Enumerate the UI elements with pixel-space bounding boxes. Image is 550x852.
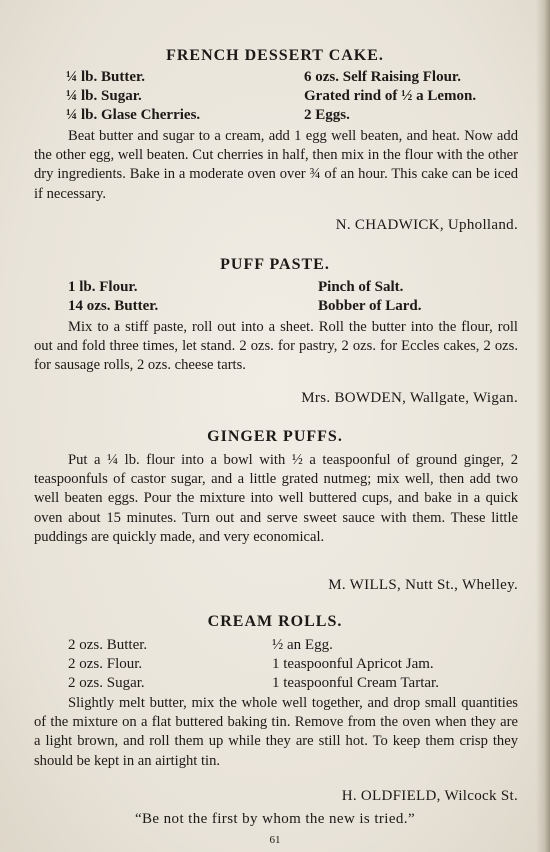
ingredient: ½ an Egg. [272,637,333,653]
signature-french-dessert-cake: N. CHADWICK, Upholland. [335,217,518,233]
ingredients-left-column [68,636,147,693]
signature-ginger-puffs: M. WILLS, Nutt St., Whelley. [328,577,518,593]
recipe-title-french-dessert-cake: FRENCH DESSERT CAKE. [166,47,384,64]
ingredients-right-column [318,278,421,316]
ingredient: Bobber of Lard. [318,298,422,314]
ingredients-right-column [272,636,439,693]
method-text: Mix to a stiff paste, roll out into a sheet. Roll the butter into the flour, roll out and fold three times, let stand. 2 ozs. for pastry, 2 ozs. for Eccles cakes, 2 ozs. for sausage rolls, 2 ozs. cheese tarts. [34,319,518,374]
recipe-title-cream-rolls: CREAM ROLLS. [207,613,343,630]
ingredients-left-column [68,278,158,316]
method-ginger-puffs [34,451,518,547]
page-edge-shadow [536,0,550,852]
ingredient: Pinch of Salt. [318,279,404,295]
ingredient: 1 teaspoonful Cream Tartar. [272,675,439,691]
ingredients-right-column [304,68,476,125]
ingredient: 2 ozs. Flour. [68,656,143,672]
ingredient: Grated rind of ½ a Lemon. [304,88,477,104]
ingredient: 14 ozs. Butter. [68,298,159,314]
method-text: Put a ¼ lb. flour into a bowl with ½ a teaspoonful of ground ginger, 2 teaspoonfuls of castor sugar, and a little grated nutmeg; mix well, then add two well beaten eggs. Pour the mixture into well buttered cups, and bake in a quick oven about 15 minutes. Turn out and serve sweet sauce with them. These little puddings are quickly made, and very economical. [34,452,518,545]
ingredient: 2 ozs. Sugar. [68,675,145,691]
method-text: Beat butter and sugar to a cream, add 1 egg well beaten, and heat. Now add the other egg, well beaten. Cut cherries in half, then mix in the flour with the other dry ingredients. Bake in a moderate oven over ¾ of an hour. This cake can be iced if necessary. [34,128,518,202]
method-puff-paste [34,318,518,376]
ingredient: 2 Eggs. [304,107,350,123]
method-cream-rolls [34,694,518,771]
motto-quote: “Be not the first by whom the new is tried.” [134,811,416,827]
ingredient: 2 ozs. Butter. [68,637,148,653]
ingredients-left-column [66,68,200,125]
ingredient: 1 teaspoonful Apricot Jam. [272,656,434,672]
signature-cream-rolls: H. OLDFIELD, Wilcock St. [341,788,518,804]
method-text: Slightly melt butter, mix the whole well together, and drop small quantities of the mixture on a flat buttered baking tin. Remove from the oven when they are a light brown, and roll them up while they are still hot. To keep them crisp they should be kept in an airtight tin. [34,695,518,769]
method-french-dessert-cake [34,127,518,204]
ingredient: 6 ozs. Self Raising Flour. [304,69,461,85]
signature-puff-paste: Mrs. BOWDEN, Wallgate, Wigan. [301,390,518,406]
recipe-title-puff-paste: PUFF PASTE. [220,256,330,273]
recipe-title-ginger-puffs: GINGER PUFFS. [207,428,343,445]
ingredient: 1 lb. Flour. [68,279,138,295]
ingredient: ¼ lb. Sugar. [66,88,142,104]
page-number: 61 [269,834,281,846]
ingredient: ¼ lb. Glase Cherries. [66,107,201,123]
ingredient: ¼ lb. Butter. [66,69,146,85]
